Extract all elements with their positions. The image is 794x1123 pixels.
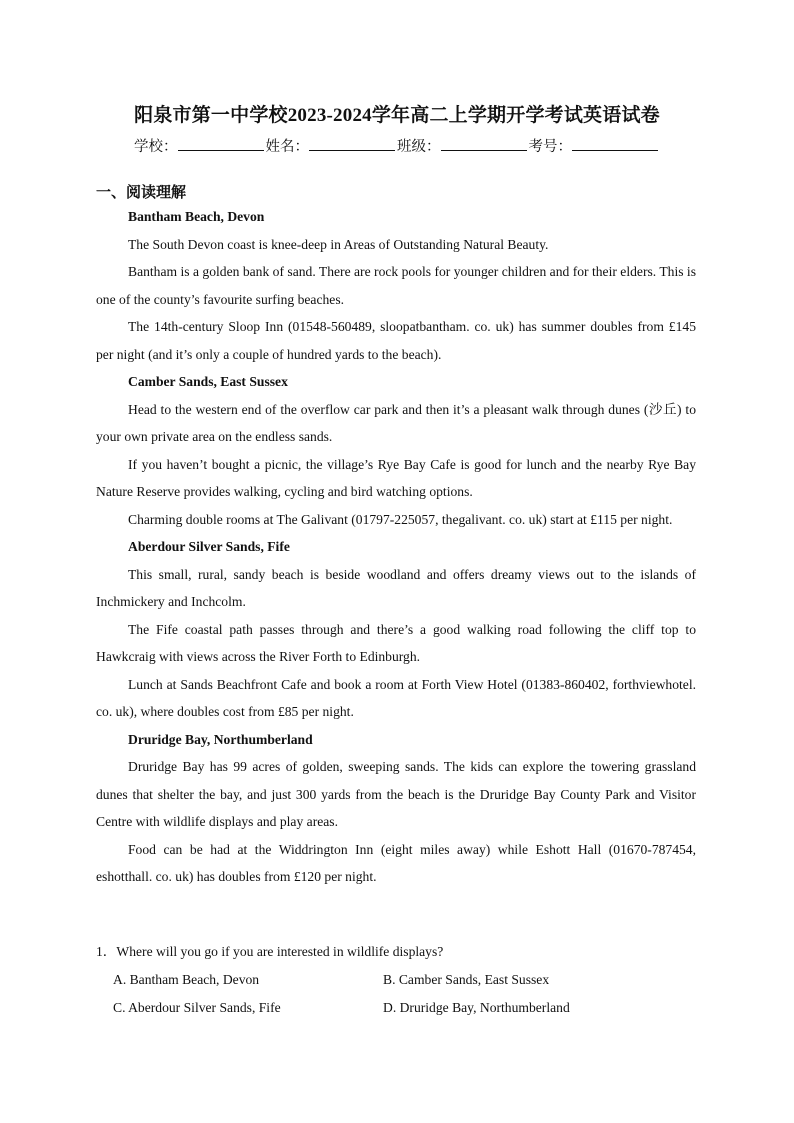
passage-subheading: Aberdour Silver Sands, Fife [128, 539, 290, 554]
name-blank [309, 137, 395, 151]
page-title: 阳泉市第一中学校2023-2024学年高二上学期开学考试英语试卷 [134, 105, 660, 126]
number-label: 考号： [528, 139, 572, 155]
passage-subheading: Camber Sands, East Sussex [128, 374, 288, 389]
option-c[interactable]: C. Aberdour Silver Sands, Fife [113, 999, 281, 1015]
class-blank [441, 137, 527, 151]
school-blank [178, 137, 264, 151]
passage-paragraph: Food can be had at the Widdrington Inn (eight miles away) while Eshott Hall (01670-787454, eshotthall. co. uk) has doubles from £120 per night. [96, 841, 696, 884]
passage-paragraph: Bantham is a golden bank of sand. There are rock pools for younger children and for their elders. This is one of the county’s favourite surfing beaches. [96, 264, 696, 307]
question-1-options [113, 966, 713, 1021]
option-a[interactable]: A. Bantham Beach, Devon [113, 972, 260, 987]
class-label: 班级： [397, 139, 441, 155]
student-info-line [0, 135, 794, 156]
passage-paragraph: Charming double rooms at The Galivant (01797-225057, thegalivant. co. uk) start at £115 per night. [128, 511, 673, 527]
name-label: 姓名： [265, 139, 309, 155]
passage-paragraph: Head to the western end of the overflow car park and then it’s a pleasant walk through dunes (沙丘) to your own private area on the endless sands. [96, 401, 696, 444]
question-1: 1．Where will you go if you are interested in wildlife displays? [96, 944, 444, 959]
passage-paragraph: Druridge Bay has 99 acres of golden, sweeping sands. The kids can explore the towering grassland dunes that shelter the bay, and just 300 yards from the beach is the Druridge Bay County Park and Visitor Centre with wildlife displays and play areas. [96, 759, 696, 829]
section-heading: 一、阅读理解 [96, 185, 187, 201]
passage-paragraph: This small, rural, sandy beach is beside woodland and offers dreamy views out to the islands of Inchmickery and Inchcolm. [96, 566, 696, 609]
passage-paragraph: The 14th-century Sloop Inn (01548-560489, sloopatbantham. co. uk) has summer doubles from £145 per night (and it’s only a couple of hundred yards to the beach). [96, 319, 696, 362]
passage-subheading: Bantham Beach, Devon [128, 209, 265, 224]
option-b[interactable]: B. Camber Sands, East Sussex [383, 972, 550, 987]
passage-paragraph: If you haven’t bought a picnic, the village’s Rye Bay Cafe is good for lunch and the nearby Rye Bay Nature Reserve provides walking, cycling and bird watching options. [96, 456, 696, 499]
option-d[interactable]: D. Druridge Bay, Northumberland [383, 999, 570, 1015]
school-label: 学校： [134, 139, 178, 155]
passage-paragraph: Lunch at Sands Beachfront Cafe and book a room at Forth View Hotel (01383-860402, forthviewhotel. co. uk), where doubles cost from £85 per night. [96, 676, 696, 719]
reading-passage [96, 203, 696, 891]
number-blank [572, 137, 658, 151]
passage-subheading: Druridge Bay, Northumberland [128, 731, 313, 747]
passage-paragraph: The Fife coastal path passes through and there’s a good walking road following the cliff top to Hawkcraig with views across the River Forth to Edinburgh. [96, 621, 696, 664]
passage-paragraph: The South Devon coast is knee-deep in Areas of Outstanding Natural Beauty. [128, 236, 549, 252]
